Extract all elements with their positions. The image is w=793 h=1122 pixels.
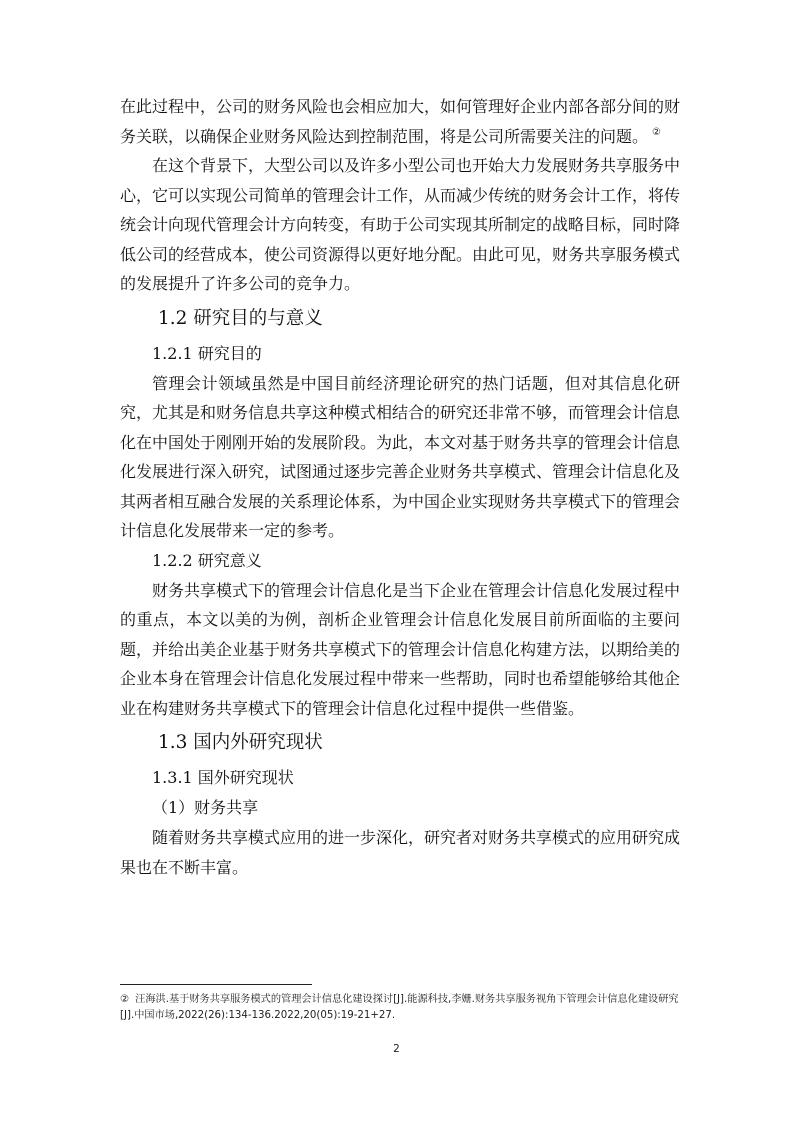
- footnote-reference[interactable]: ②: [652, 127, 661, 139]
- footnote: [120, 992, 680, 1024]
- subsection-heading-1-2-2: 1.2.2 研究意义: [152, 550, 262, 570]
- subsection-heading-1-2-1: 1.2.1 研究目的: [152, 343, 262, 363]
- footnote-separator: [120, 984, 312, 985]
- paragraph-intro-continued: [120, 92, 680, 151]
- footnote-mark: ②: [120, 994, 130, 1005]
- section-heading-1-2: 1.2 研究目的与意义: [158, 307, 323, 329]
- footnote-text: 汪海洪.基于财务共享服务模式的管理会计信息化建设探讨[J].能源科技,李姗.财务共享服务视角下管理会计信息化建设研究[J].中国市场,2022(26):134-136.2022,20(05):19-21+27.: [120, 994, 679, 1021]
- list-item-financial-sharing: （1）财务共享: [152, 798, 259, 817]
- paragraph-research-purpose: 管理会计领域虽然是中国目前经济理论研究的热门话题，但对其信息化研究，尤其是和财务信息共享这种模式相结合的研究还非常不够，而管理会计信息化在中国处于刚刚开始的发展阶段。为此，本文对基于财务共享的管理会计信息化发展进行深入研究，试图通过逐步完善企业财务共享模式、管理会计信息化及其两者相互融合发展的关系理论体系，为中国企业实现财务共享模式下的管理会计信息化发展带来一定的参考。: [120, 373, 681, 540]
- page-number: 2: [393, 1043, 400, 1055]
- paragraph-background: 在这个背景下，大型公司以及许多小型公司也开始大力发展财务共享服务中心，它可以实现公司简单的管理会计工作，从而减少传统的财务会计工作，将传统会计向现代管理会计方向转变，有助于公司实现其所制定的战略目标，同时降低公司的经营成本，使公司资源得以更好地分配。由此可见，财务共享服务模式的发展提升了许多公司的竞争力。: [120, 156, 681, 293]
- section-heading-1-3: 1.3 国内外研究现状: [158, 732, 323, 753]
- page-body: [120, 92, 680, 882]
- subsection-heading-1-3-1: 1.3.1 国外研究现状: [152, 768, 294, 787]
- paragraph-text: 在此过程中，公司的财务风险也会相应加大，如何管理好企业内部各部分间的财务关联，以确保企业财务风险达到控制范围，将是公司所需要关注的问题。: [120, 97, 681, 146]
- paragraph-research-significance: 财务共享模式下的管理会计信息化是当下企业在管理会计信息化发展过程中的重点，本文以美的为例，剖析企业管理会计信息化发展目前所面临的主要问题，并给出美企业基于财务共享模式下的管理会计信息化构建方法，以期给美的企业本身在管理会计信息化发展过程中带来一些帮助，同时也希望能够给其他企业在构建财务共享模式下的管理会计信息化过程中提供一些借鉴。: [120, 580, 681, 718]
- paragraph-foreign-research: 随着财务共享模式应用的进一步深化，研究者对财务共享模式的应用研究成果也在不断丰富。: [120, 828, 681, 877]
